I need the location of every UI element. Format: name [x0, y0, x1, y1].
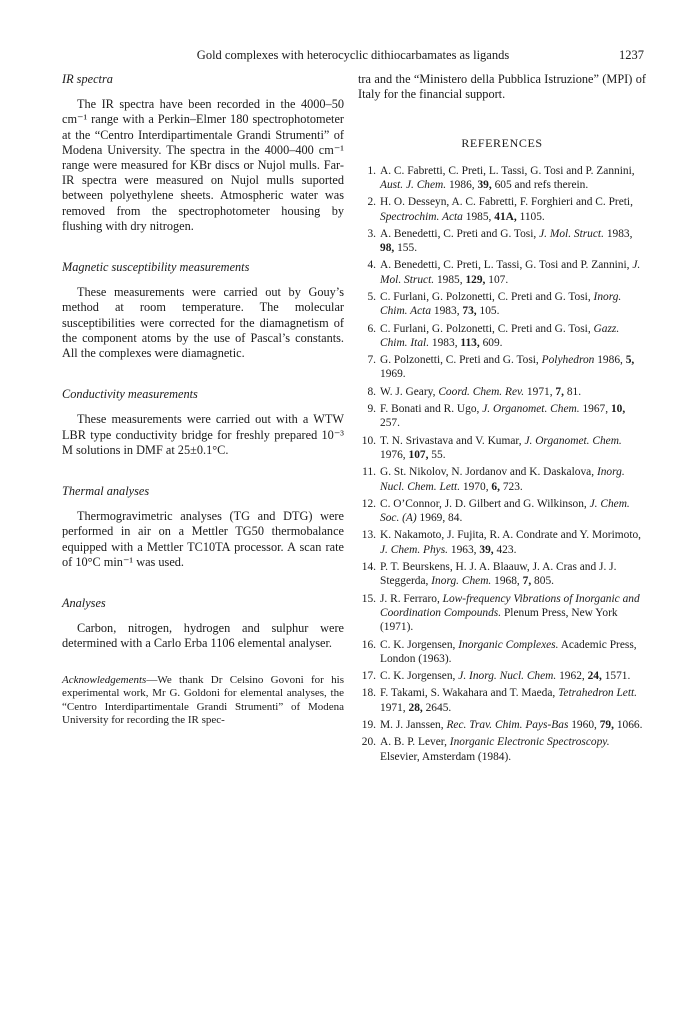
reference-body	[378, 638, 646, 667]
reference-authors: J. R. Ferraro,	[380, 592, 440, 605]
reference-body	[378, 290, 646, 319]
reference-volume: 39,	[477, 178, 492, 191]
page-header	[62, 48, 644, 66]
reference-number: 20.	[361, 736, 376, 749]
left-column	[62, 72, 344, 728]
reference-body	[378, 195, 646, 224]
reference-year: 1985,	[436, 273, 463, 286]
reference-volume: 79,	[599, 719, 614, 731]
reference-journal: J. Mol. Struct.	[380, 259, 641, 286]
reference-year: 1967,	[582, 403, 609, 416]
reference-journal: J. Organomet. Chem.	[524, 434, 622, 447]
section-paragraph: The IR spectra have been recorded in the 4000–50 cm⁻¹ range with a Perkin–Elmer 180 spectrophotometer at the “Centro Interdipartimentale Grandi Strumenti” of Modena University. The spectra in the 4000–400 cm⁻¹ range were measured for KBr discs or Nujol mulls. Far-IR spectra were measured on Nujol mulls suported between polyethylene sheets. Atmospheric water was removed from the spectrophotometer housing by flushing with dry nitrogen.	[62, 97, 344, 233]
reference-year: 1983,	[606, 227, 633, 240]
reference-authors: G. St. Nikolov, N. Jordanov and K. Daskalova,	[380, 466, 595, 479]
reference-authors: C. K. Jorgensen,	[380, 638, 456, 651]
reference-year: 1971,	[380, 701, 406, 714]
reference-item	[358, 735, 646, 764]
reference-year: 1963,	[450, 543, 477, 556]
reference-body	[378, 669, 646, 683]
reference-year: 1970,	[462, 480, 489, 493]
reference-journal: Inorg. Chem.	[431, 575, 492, 588]
reference-authors: P. T. Beurskens, H. J. A. Blaauw, J. A. Cras and J. J. Steggerda,	[380, 561, 617, 588]
reference-number: 5.	[367, 290, 376, 303]
section-paragraph: These measurements were carried out with a WTW LBR type conductivity bridge for freshly prepared 10⁻³ M solutions in DMF at 25±0.1°C.	[62, 412, 344, 457]
reference-authors: A. Benedetti, C. Preti, L. Tassi, G. Tosi and P. Zannini,	[380, 259, 630, 272]
reference-number: 3.	[367, 227, 376, 240]
reference-body	[378, 718, 646, 732]
reference-number: 16.	[361, 638, 376, 651]
reference-volume: 98,	[380, 242, 395, 255]
reference-rest: 84.	[448, 512, 463, 525]
reference-rest: 723.	[502, 480, 523, 493]
reference-number: 14.	[361, 561, 376, 574]
reference-volume: 24,	[587, 670, 602, 683]
reference-item	[358, 528, 646, 557]
reference-volume: 7,	[555, 385, 564, 398]
reference-journal: J. Organomet. Chem.	[482, 403, 580, 416]
reference-authors: F. Takami, S. Wakahara and T. Maeda,	[380, 687, 556, 700]
section-heading: Magnetic susceptibility measurements	[62, 260, 250, 275]
reference-number: 12.	[361, 497, 376, 510]
reference-item	[358, 686, 646, 715]
reference-number: 1.	[367, 164, 376, 177]
reference-number: 2.	[367, 196, 376, 209]
reference-volume: 107,	[408, 448, 429, 461]
reference-item	[358, 227, 646, 256]
reference-number: 15.	[361, 592, 376, 605]
reference-year: 1976,	[380, 448, 406, 461]
acknowledgements	[62, 674, 344, 728]
reference-year: 1969,	[419, 512, 446, 525]
reference-item	[358, 385, 646, 399]
reference-rest: 107.	[488, 273, 509, 286]
reference-body	[378, 322, 646, 351]
reference-rest: 257.	[380, 417, 400, 430]
reference-body	[378, 465, 646, 494]
reference-rest: 81.	[566, 385, 582, 398]
section-heading: Thermal analyses	[62, 484, 150, 499]
reference-body	[378, 258, 646, 287]
reference-rest: Elsevier, Amsterdam (1984).	[380, 750, 512, 763]
reference-number: 13.	[361, 529, 376, 542]
reference-volume: 39,	[479, 543, 494, 556]
reference-volume: 73,	[462, 305, 477, 318]
section-heading: Analyses	[62, 596, 106, 611]
reference-authors: G. Polzonetti, C. Preti and G. Tosi,	[380, 354, 539, 367]
reference-journal: Coord. Chem. Rev.	[438, 385, 525, 398]
reference-list	[358, 164, 646, 764]
reference-year: 1962,	[559, 670, 585, 683]
reference-volume: 6,	[491, 480, 500, 493]
reference-year: 1971,	[526, 385, 553, 398]
reference-rest: 605 and refs therein.	[494, 178, 589, 191]
reference-number: 18.	[361, 687, 376, 700]
page-number: 1237	[619, 48, 644, 62]
section-heading: IR spectra	[62, 72, 113, 86]
reference-rest: 2645.	[425, 701, 452, 714]
reference-volume: 113,	[460, 336, 480, 349]
reference-rest: 1969.	[380, 368, 406, 381]
reference-item	[358, 465, 646, 494]
reference-rest: 105.	[479, 305, 500, 318]
reference-year: 1983,	[431, 336, 458, 349]
reference-journal: Low-frequency Vibrations of Inorganic and Coordination Compounds.	[380, 592, 640, 619]
reference-item	[358, 402, 646, 431]
reference-item	[358, 638, 646, 667]
reference-authors: C. Furlani, G. Polzonetti, C. Preti and G. Tosi,	[380, 322, 591, 335]
reference-number: 6.	[367, 322, 376, 335]
reference-rest: Academic Press, London (1963).	[380, 638, 637, 665]
reference-number: 19.	[361, 719, 376, 731]
reference-item	[358, 290, 646, 319]
reference-item	[358, 195, 646, 224]
reference-body	[378, 735, 646, 764]
reference-body	[378, 528, 646, 557]
reference-volume: 5,	[625, 354, 635, 367]
reference-volume: 10,	[610, 403, 626, 416]
reference-rest: 1105.	[519, 210, 545, 223]
reference-authors: T. N. Srivastava and V. Kumar,	[380, 434, 522, 447]
reference-body	[378, 497, 646, 526]
reference-number: 4.	[367, 259, 376, 272]
reference-authors: A. C. Fabretti, C. Preti, L. Tassi, G. Tosi and P. Zannini,	[380, 164, 635, 177]
reference-volume: 41A,	[494, 210, 517, 223]
reference-year: 1960,	[571, 719, 597, 731]
reference-authors: M. J. Janssen,	[380, 719, 444, 731]
reference-rest: 55.	[431, 448, 446, 461]
reference-journal: Inorganic Complexes.	[458, 638, 559, 651]
reference-number: 17.	[361, 670, 376, 683]
reference-authors: F. Bonati and R. Ugo,	[380, 403, 480, 416]
reference-item	[358, 434, 646, 463]
reference-year: 1986,	[597, 354, 623, 367]
reference-authors: A. Benedetti, C. Preti and G. Tosi,	[380, 227, 537, 240]
reference-rest: 155.	[397, 242, 418, 255]
reference-journal: Aust. J. Chem.	[380, 178, 447, 191]
reference-body	[378, 385, 646, 399]
reference-item	[358, 497, 646, 526]
reference-volume: 28,	[408, 701, 423, 714]
reference-body	[378, 164, 646, 193]
reference-journal: Inorg. Chim. Acta	[380, 290, 622, 318]
reference-journal: Spectrochim. Acta	[380, 210, 463, 223]
reference-year: 1968,	[494, 575, 520, 588]
reference-item	[358, 258, 646, 287]
references-heading: REFERENCES	[461, 136, 543, 151]
reference-item	[358, 164, 646, 193]
reference-journal: Inorg. Nucl. Chem. Lett.	[380, 466, 625, 493]
reference-item	[358, 322, 646, 351]
reference-rest: 805.	[534, 575, 554, 588]
reference-journal: Polyhedron	[541, 354, 595, 367]
reference-year: 1985,	[465, 210, 492, 223]
running-title: Gold complexes with heterocyclic dithiocarbamates as ligands	[196, 48, 510, 62]
reference-number: 11.	[362, 466, 376, 479]
reference-body	[378, 402, 646, 431]
reference-rest: 423.	[496, 543, 517, 556]
reference-body	[378, 592, 646, 635]
reference-journal: Inorganic Electronic Spectroscopy.	[449, 736, 610, 749]
acknowledgements-text: —We thank Dr Celsino Govoni for his experimental work, Mr G. Goldoni for elemental analyses, the “Centro Interdipartimentale Grandi Strumenti” of Modena University for recording the IR spec-	[62, 673, 344, 727]
reference-journal: J. Inorg. Nucl. Chem.	[458, 670, 557, 683]
section-paragraph: These measurements were carried out by Gouy’s method at room temperature. The molecular susceptibilities were corrected for the diamagnetism of the component atoms by the use of Pascal’s constants. All the complexes were diamagnetic.	[62, 285, 344, 361]
section-heading: Conductivity measurements	[62, 387, 198, 402]
reference-body	[378, 353, 646, 382]
reference-year: 1986,	[448, 178, 475, 191]
reference-body	[378, 227, 646, 256]
reference-rest: Plenum Press, New York (1971).	[380, 606, 618, 634]
reference-rest: 1571.	[604, 670, 631, 683]
reference-volume: 129,	[465, 273, 486, 286]
acknowledgements-continuation: tra and the “Ministero della Pubblica Istruzione” (MPI) of Italy for the financial support.	[358, 72, 646, 102]
reference-rest: 609.	[482, 336, 503, 349]
reference-number: 10.	[361, 434, 376, 447]
reference-journal: Rec. Trav. Chim. Pays-Bas	[446, 719, 569, 731]
reference-body	[378, 686, 646, 715]
reference-journal: J. Chem. Phys.	[380, 543, 449, 556]
reference-journal: J. Chem. Soc. (A)	[380, 497, 630, 525]
reference-number: 8.	[367, 385, 376, 398]
reference-item	[358, 669, 646, 683]
section-paragraph: Thermogravimetric analyses (TG and DTG) were performed in air on a Mettler TG50 thermobalance equipped with a Mettler TC10TA processor. A scan rate of 10°C min⁻¹ was used.	[62, 509, 344, 569]
reference-authors: A. B. P. Lever,	[380, 736, 447, 749]
reference-body	[378, 560, 646, 589]
reference-journal: Tetrahedron Lett.	[558, 687, 638, 700]
reference-authors: C. O’Connor, J. D. Gilbert and G. Wilkinson,	[380, 497, 587, 510]
acknowledgements-label: Acknowledgements	[62, 673, 147, 686]
reference-rest: 1066.	[616, 719, 643, 731]
reference-body	[378, 434, 646, 463]
right-column	[358, 72, 646, 767]
reference-item	[358, 718, 646, 732]
reference-item	[358, 592, 646, 635]
reference-number: 9.	[367, 403, 376, 416]
reference-authors: C. Furlani, G. Polzonetti, C. Preti and G. Tosi,	[380, 290, 591, 303]
reference-item	[358, 560, 646, 589]
reference-year: 1983,	[433, 305, 460, 318]
reference-number: 7.	[367, 354, 376, 367]
reference-authors: C. K. Jorgensen,	[380, 670, 456, 683]
reference-authors: H. O. Desseyn, A. C. Fabretti, F. Forghieri and C. Preti,	[380, 196, 633, 209]
methods-sections	[62, 72, 344, 652]
reference-volume: 7,	[522, 575, 532, 588]
reference-item	[358, 353, 646, 382]
section-paragraph: Carbon, nitrogen, hydrogen and sulphur were determined with a Carlo Erba 1106 elemental analyser.	[62, 621, 344, 651]
reference-authors: W. J. Geary,	[380, 385, 436, 398]
reference-journal: J. Mol. Struct.	[539, 227, 604, 240]
reference-authors: K. Nakamoto, J. Fujita, R. A. Condrate and Y. Morimoto,	[380, 529, 642, 542]
reference-journal: Gazz. Chim. Ital.	[380, 322, 620, 349]
